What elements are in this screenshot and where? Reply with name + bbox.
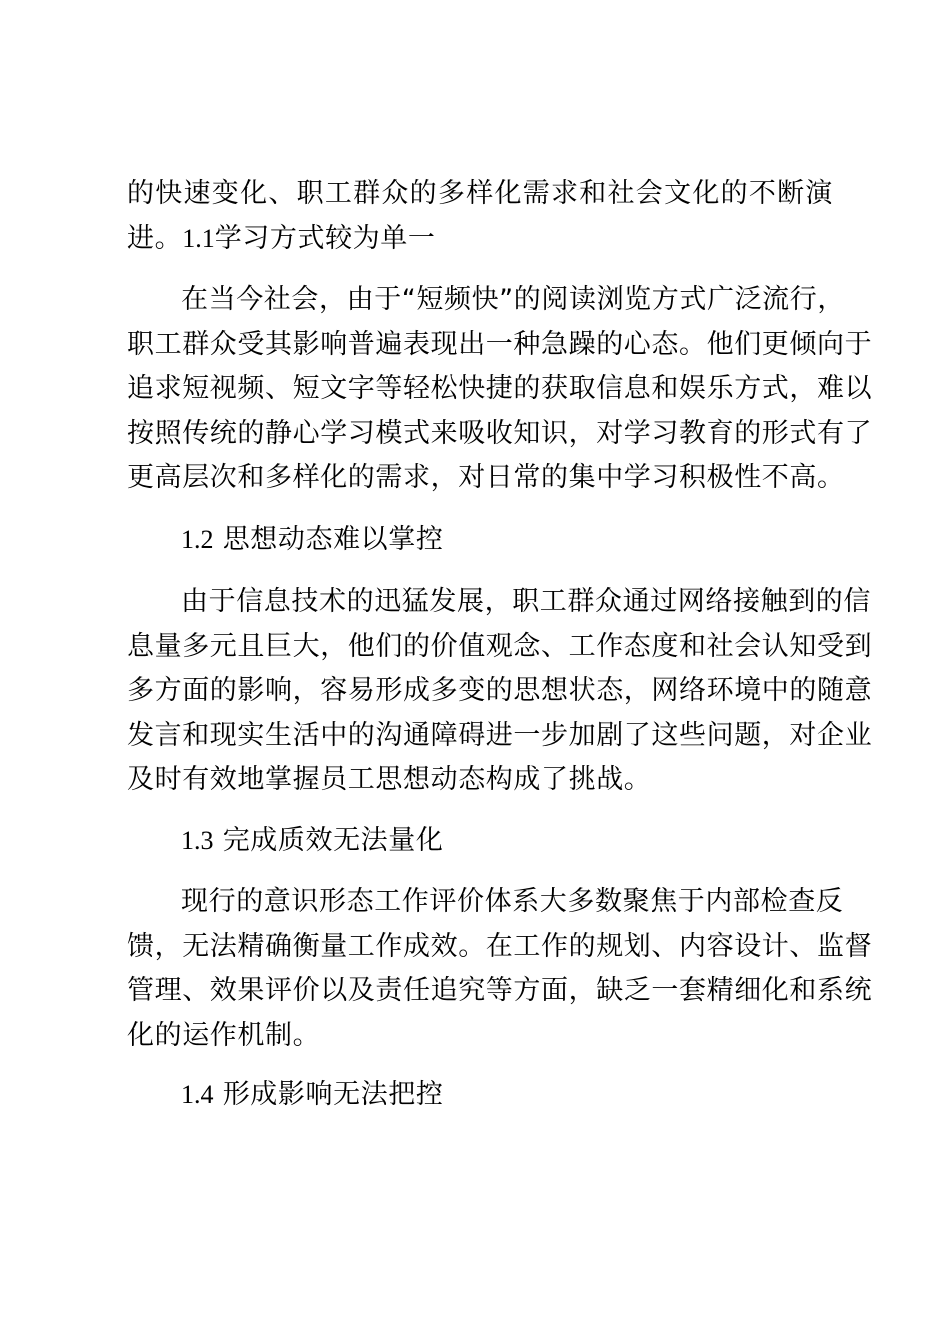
paragraph-line: 职工群众受其影响普遍表现出一种急躁的心态。他们更倾向于 <box>127 328 873 360</box>
paragraph-line: 多方面的影响，容易形成多变的思想状态，网络环境中的随意 <box>127 675 873 706</box>
paragraph-line <box>127 217 833 262</box>
body-paragraph <box>127 278 873 501</box>
section-title: 思想动态难以掌控 <box>222 524 444 555</box>
paragraph-line: 现行的意识形态工作评价体系大多数聚焦于内部检查反 <box>181 886 844 917</box>
section-title: 完成质效无法量化 <box>222 825 444 856</box>
intro-paragraph <box>127 172 833 261</box>
section-number: 1.2 <box>181 525 214 554</box>
section-title: 形成影响无法把控 <box>222 1079 444 1110</box>
paragraph-line: 更高层次和多样化的需求，对日常的集中学习积极性不高。 <box>127 462 845 493</box>
section-heading <box>181 1073 444 1118</box>
paragraph-line: 按照传统的静心学习模式来吸收知识，对学习教育的形式有了 <box>127 417 873 449</box>
section-number: 1.4 <box>181 1080 214 1109</box>
paragraph-line: 发言和现实生活中的沟通障碍进一步加剧了这些问题，对企业 <box>127 719 873 751</box>
paragraph-line: 追求短视频、短文字等轻松快捷的获取信息和娱乐方式，难以 <box>127 373 873 404</box>
section-heading <box>181 518 444 563</box>
paragraph-line: 的快速变化、职工群众的多样化需求和社会文化的不断演 <box>127 178 833 209</box>
paragraph-line: 馈，无法精确衡量工作成效。在工作的规划、内容设计、监督 <box>127 930 873 962</box>
paragraph-line: 化的运作机制。 <box>127 1019 321 1051</box>
section-number: 1.3 <box>181 826 214 855</box>
paragraph-line: 在当今社会，由于“短频快”的阅读浏览方式广泛流行， <box>181 284 845 315</box>
paragraph-line: 由于信息技术的迅猛发展，职工群众通过网络接触到的信 <box>181 586 871 617</box>
section-title: 学习方式较为单一 <box>214 222 436 254</box>
section-heading <box>181 819 444 864</box>
paragraph-line: 及时有效地掌握员工思想动态构成了挑战。 <box>127 764 652 795</box>
paragraph-line-text: 进。 <box>127 222 183 254</box>
paragraph-line: 息量多元且巨大，他们的价值观念、工作态度和社会认知受到 <box>127 630 873 662</box>
body-paragraph <box>127 880 873 1058</box>
body-paragraph <box>127 580 873 803</box>
section-number: 1.1 <box>182 223 215 253</box>
paragraph-line: 管理、效果评价以及责任追究等方面，缺乏一套精细化和系统 <box>127 975 873 1006</box>
